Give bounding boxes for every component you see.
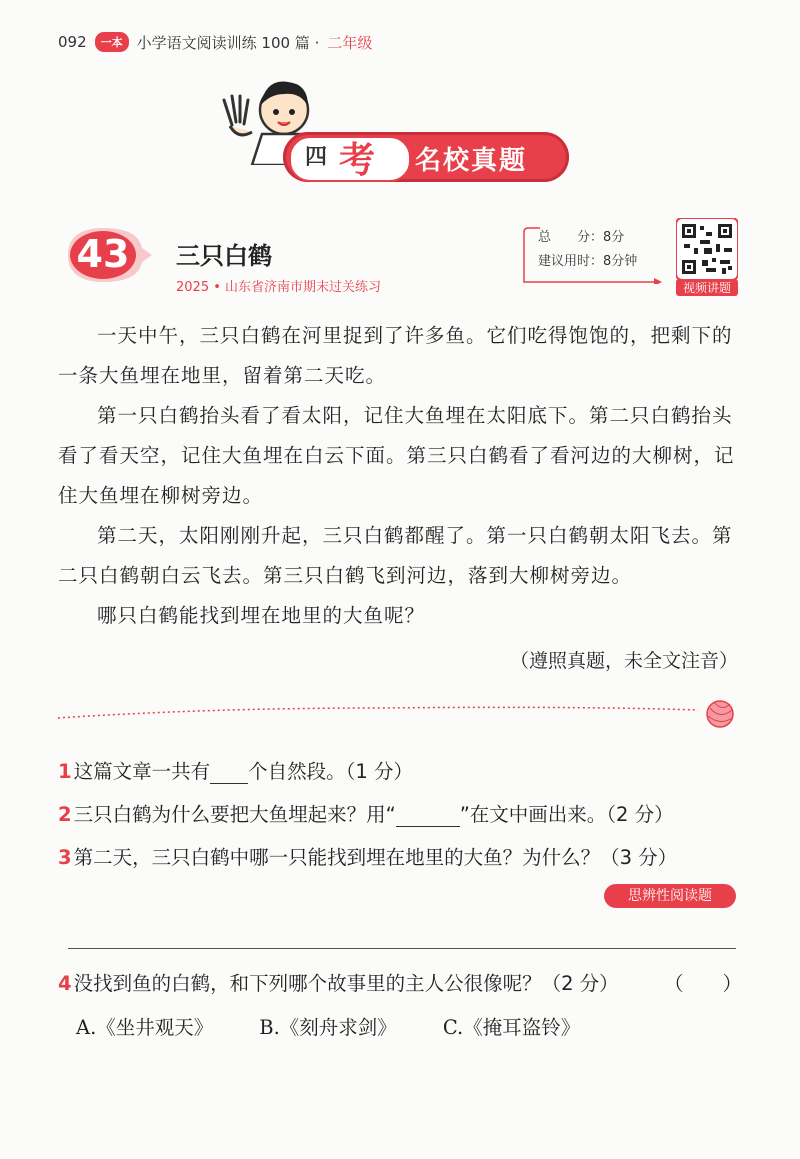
book-title: 小学语文阅读训练 100 篇 · xyxy=(136,33,320,52)
option-b[interactable]: B.《刻舟求剑》 xyxy=(259,1016,397,1039)
answer-line[interactable] xyxy=(68,948,736,949)
options-row xyxy=(76,1012,696,1040)
answer-paren[interactable]: （ ） xyxy=(664,972,743,995)
video-explain-label[interactable]: 视频讲题 xyxy=(676,279,738,296)
question-number: 3 xyxy=(58,846,72,869)
banner-part-1: 四 xyxy=(305,145,328,170)
lesson-source: 2025 • 山东省济南市期末过关练习 xyxy=(176,280,382,295)
grade-label: 二年级 xyxy=(327,33,373,52)
lesson-number: 43 xyxy=(76,232,130,276)
page-number: 092 xyxy=(58,33,87,51)
total-score: 总 分：8分 xyxy=(538,230,625,245)
passage-paragraph: 第二天，太阳刚刚升起，三只白鹤都醒了。第一只白鹤朝太阳飞去。第二只白鹤朝白云飞去。第三只白鹤飞到河边，落到大柳树旁边。 xyxy=(58,524,733,587)
page-header xyxy=(58,30,372,54)
option-a[interactable]: A.《坐井观天》 xyxy=(76,1016,214,1039)
lesson-number-badge xyxy=(58,226,152,284)
question-4 xyxy=(58,968,743,996)
passage-paragraph: 哪只白鹤能找到埋在地里的大鱼呢？ xyxy=(97,604,426,627)
section-tag: 思辨性阅读题 xyxy=(604,884,736,908)
info-box xyxy=(522,226,662,284)
lesson-title: 三只白鹤 xyxy=(176,242,272,270)
passage-note: （遵照真题，未全文注音） xyxy=(509,650,738,672)
suggested-time: 建议用时：8分钟 xyxy=(538,254,638,269)
question-text: 个自然段。（1 分） xyxy=(248,760,413,783)
question-text: ”在文中画出来。（2 分） xyxy=(459,803,674,826)
passage xyxy=(58,316,740,636)
question-text: 三只白鹤为什么要把大鱼埋起来？用“ xyxy=(73,803,396,826)
qr-code-icon[interactable] xyxy=(676,218,738,280)
series-logo: 一本 xyxy=(95,32,129,52)
option-c[interactable]: C.《掩耳盗铃》 xyxy=(442,1016,581,1039)
passage-paragraph: 一天中午，三只白鹤在河里捉到了许多鱼。它们吃得饱饱的，把剩下的一条大鱼埋在地里，留着第二天吃。 xyxy=(58,324,733,387)
dotted-divider xyxy=(58,690,738,730)
question-1 xyxy=(58,756,413,784)
question-number: 4 xyxy=(58,972,72,995)
passage-paragraph: 第一只白鹤抬头看了看太阳，记住大鱼埋在太阳底下。第二只白鹤抬头看了看天空，记住大鱼埋在白云下面。第三只白鹤看了看河边的大柳树，记住大鱼埋在柳树旁边。 xyxy=(58,404,735,507)
question-text: 这篇文章一共有 xyxy=(73,760,211,783)
section-banner xyxy=(283,132,573,184)
answer-blank[interactable] xyxy=(210,760,248,784)
question-number: 2 xyxy=(58,803,72,826)
question-text: 没找到鱼的白鹤，和下列哪个故事里的主人公很像呢？（2 分） xyxy=(73,972,619,995)
question-text: 第二天，三只白鹤中哪一只能找到埋在地里的大鱼？为什么？（3 分） xyxy=(73,846,678,869)
question-2 xyxy=(58,799,674,827)
question-3 xyxy=(58,842,677,870)
banner-title: 名校真题 xyxy=(415,146,528,176)
question-number: 1 xyxy=(58,760,72,783)
yarn-ball-icon xyxy=(707,701,733,727)
banner-part-2: 考 xyxy=(339,140,375,181)
underline-sample xyxy=(396,803,460,827)
